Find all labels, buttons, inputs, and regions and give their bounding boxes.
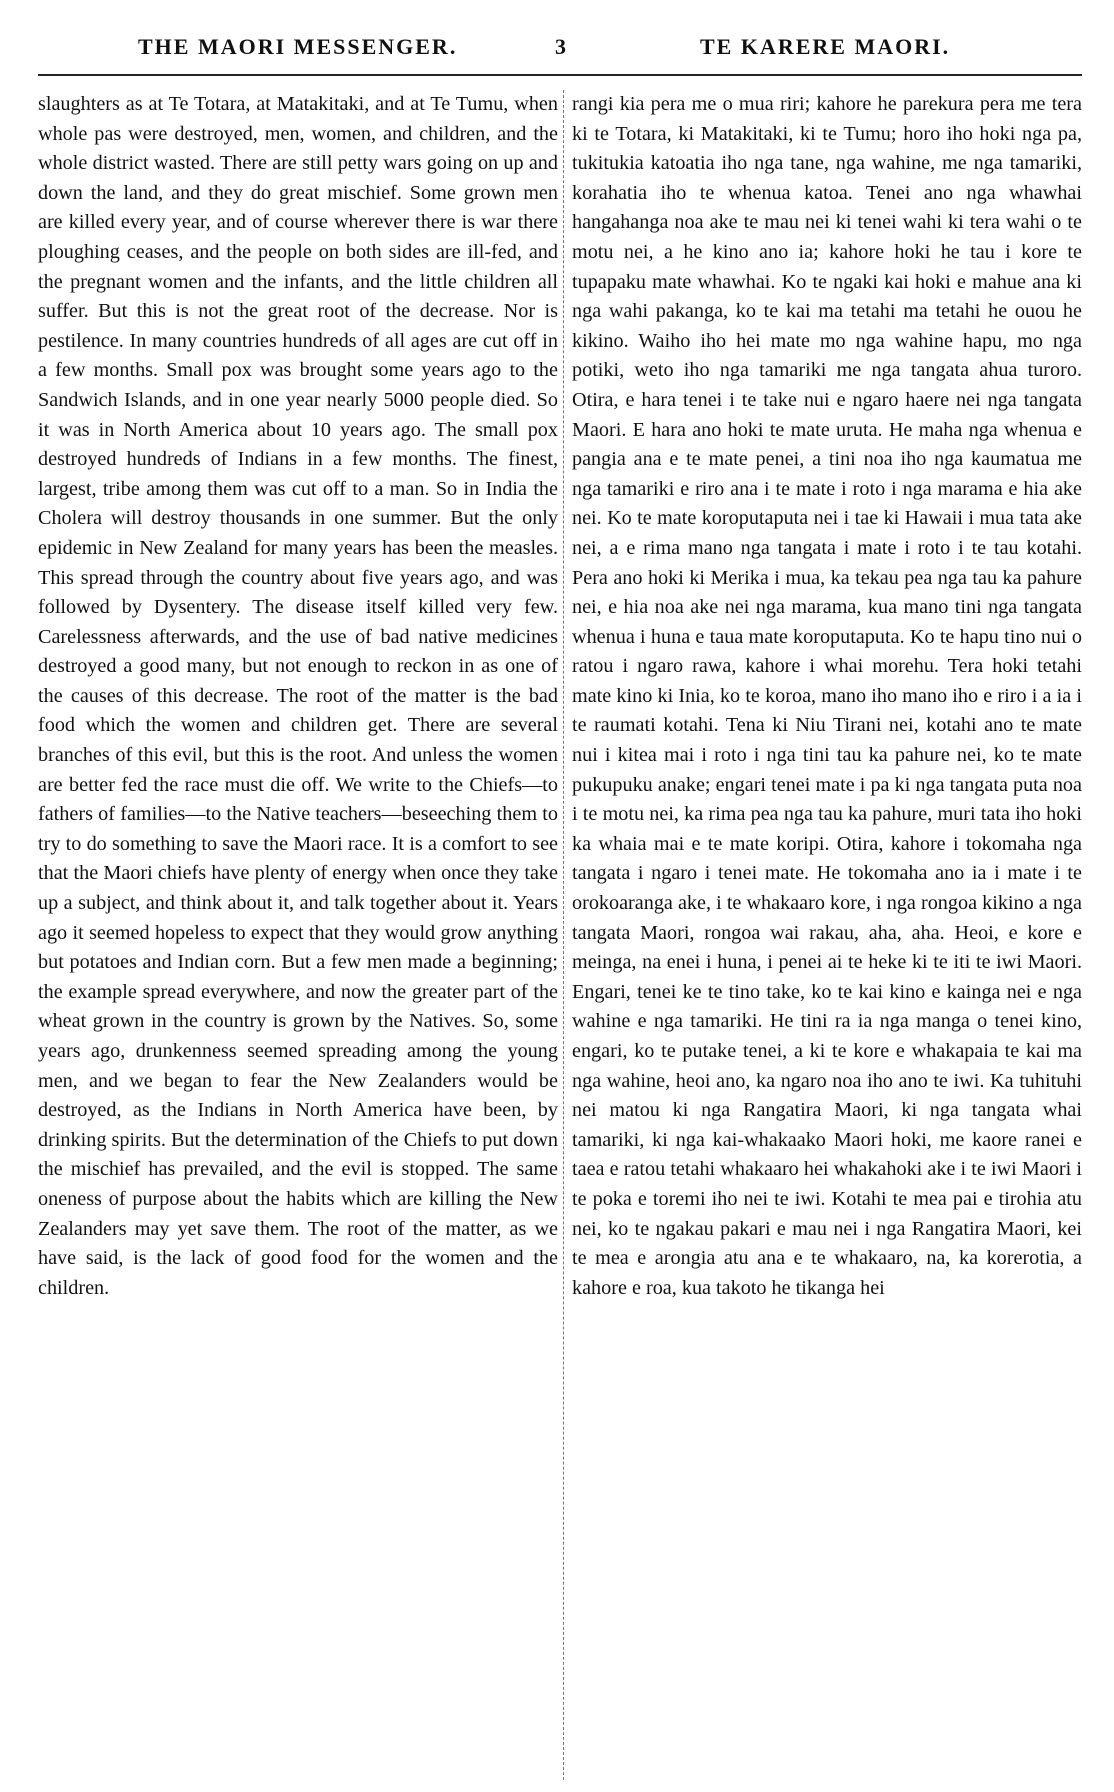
maori-masthead-title: TE KARERE MAORI. (700, 34, 951, 59)
maori-article-text: rangi kia pera me o mua riri; kahore he parekura pera me tera ki te Totara, ki Matakitaki, ki te Tumu; horo iho hoki nga pa, tukitukia katoatia iho nga tane, nga wahine, me nga tamariki, korahatia iho te whenua katoa. Tenei ano nga whawhai hangahanga noa ake te mau nei ki tenei wahi ki tera wahi o te motu nei, a he kino ano ia; kahore hoki he tau i kore te tupapaku mate whawhai. Ko te ngaki kai hoki e mahue ana ki nga wahi pakanga, ko te kai ma tetahi ma tetahi he ouou he kikino. Waiho iho hei mate mo nga wahine hapu, mo nga potiki, weto iho nga tamariki me nga tangata ahua turoro. Otira, e hara tenei i te take nui e ngaro haere nei nga tangata Maori. E hara ano hoki te mate uruta. He maha nga whenua e pangia ana e te mate penei, a tini noa iho nga kaumatua me nga tamariki e riro ana i te mate i roto i nga marama e hia ake nei. Ko te mate koroputaputa nei i tae ki Hawaii i mua tata ake nei, a e rima mano nga tangata i mate i roto i te tau kotahi. Pera ano hoki ki Merika i mua, ka tekau pea nga tau ka pahure nei, e hia noa ake nei nga marama, kua mano tini nga tangata whenua i huna e taua mate koroputaputa. Ko te hapu tino nui o ratou i ngaro rawa, kahore i whai morehu. Tera hoki tetahi mate kino ki Inia, ko te koroa, mano iho mano iho e riro i a ia i te raumati kotahi. Tena ki Niu Tirani nei, kotahi ano te mate nui i kitea mai i roto i nga tini tau ka pahure nei, ko te mate pukupuku anake; engari tenei mate i pa ki nga tangata puta noa i te motu nei, ka rima pea nga tau ka pahure, muri tata iho hoki ka whaia mai e te mate koripi. Otira, kahore i tokomaha nga tangata i ngaro i tenei mate. He tokomaha ano ia i mate i te orokoaranga ake, i te whakaaro kore, i nga rongoa kikino a nga tangata Maori, rongoa wai rakau, aha, aha. Heoi, e kore e meinga, na enei i huna, i penei ai te heke ki te iti te iwi Maori. Engari, tenei ke te tino take, ko te kai kino e kainga nei e nga wahine e nga tamariki. He tini ra ia nga manga o tenei kino, engari, ko te putake tenei, a ki te kore e whakapaia te kai ma nga wahine, heoi ano, ka ngaro noa iho ano te iwi. Ka tuhituhi nei matou ki nga Rangatira Maori, ki nga tangata whai tamariki, ki nga kai-whakaako Maori hoki, me kaore ranei e taea e ratou tetahi whakaaro hei whakahoki ake i te iwi Maori i te poka e toremi iho nei te iwi. Kotahi te mea pai e tirohia atu nei, ko te ngakau pakari e mau nei i nga Rangatira Maori, kei te mea e arongia atu ana e te whakaaro, na, ka korerotia, a kahore e roa, kua takoto he tikanga hei (572, 93, 1082, 1299)
header-rule (38, 74, 1082, 76)
english-column (38, 90, 558, 1780)
column-divider (563, 90, 564, 1780)
maori-column (572, 90, 1082, 1780)
english-masthead-title: THE MAORI MESSENGER. (138, 34, 458, 59)
page-number: 3 (555, 34, 568, 59)
english-article-text: slaughters as at Te Totara, at Matakitaki, and at Te Tumu, when whole pas were destroyed, men, women, and children, and the whole district wasted. There are still petty wars going on up and down the land, and they do great mischief. Some grown men are killed every year, and of course wherever there is war there ploughing ceases, and the people on both sides are ill-fed, and the pregnant women and the infants, and the little children all suffer. But this is not the great root of the decrease. Nor is pestilence. In many countries hundreds of all ages are cut off in a few months. Small pox was brought some years ago to the Sandwich Islands, and in one year nearly 5000 people died. So it was in North America about 10 years ago. The small pox destroyed hundreds of Indians in a few months. The finest, largest, tribe among them was cut off to a man. So in India the Cholera will destroy thousands in one summer. But the only epidemic in New Zealand for many years has been the measles. This spread through the country about five years ago, and was followed by Dysentery. The disease itself killed very few. Carelessness afterwards, and the use of bad native medicines destroyed a good many, but not enough to reckon in as one of the causes of this decrease. The root of the matter is the bad food which the women and children get. There are several branches of this evil, but this is the root. And unless the women are better fed the race must die off. We write to the Chiefs—to fathers of families—to the Native teachers—beseeching them to try to do something to save the Maori race. It is a comfort to see that the Maori chiefs have plenty of energy when once they take up a subject, and think about it, and talk together about it. Years ago it seemed hopeless to expect that they would grow anything but potatoes and Indian corn. But a few men made a beginning; the example spread everywhere, and now the greater part of the wheat grown in the country is grown by the Natives. So, some years ago, drunkenness seemed spreading among the young men, and we began to fear the New Zealanders would be destroyed, as the Indians in North America have been, by drinking spirits. But the determination of the Chiefs to put down the mischief has prevailed, and the evil is stopped. The same oneness of purpose about the habits which are killing the New Zealanders may yet save them. The root of the matter, as we have said, is the lack of good food for the women and the children. (38, 93, 558, 1299)
page-header (0, 28, 1114, 64)
